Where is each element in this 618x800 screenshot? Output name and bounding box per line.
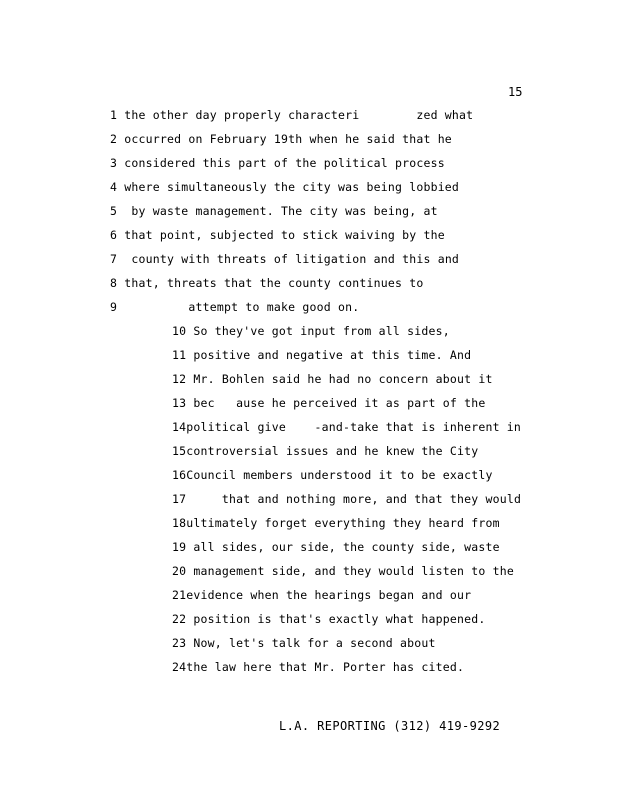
transcript-line-6 bbox=[110, 228, 445, 242]
line-text: bec ause he perceived it as part of the bbox=[193, 396, 486, 410]
line-number: 20 bbox=[172, 564, 187, 578]
transcript-line-24 bbox=[172, 660, 464, 674]
line-text: management side, and they would listen to the bbox=[193, 564, 514, 578]
transcript-line-2 bbox=[110, 132, 452, 146]
line-text: Mr. Bohlen said he had no concern about it bbox=[193, 372, 493, 386]
line-text: where simultaneously the city was being lobbied bbox=[124, 180, 460, 194]
transcript-line-15 bbox=[172, 444, 478, 458]
line-number: 17 bbox=[172, 492, 187, 506]
line-number: 7 bbox=[110, 252, 118, 266]
line-number: 18 bbox=[172, 516, 187, 530]
transcript-line-12 bbox=[172, 372, 493, 386]
reporter-footer: L.A. REPORTING (312) 419-9292 bbox=[279, 719, 501, 733]
line-number: 19 bbox=[172, 540, 187, 554]
line-number: 13 bbox=[172, 396, 187, 410]
line-text: ultimately forget everything they heard from bbox=[186, 516, 500, 530]
line-text: considered this part of the political process bbox=[124, 156, 445, 170]
line-text: positive and negative at this time. And bbox=[193, 348, 472, 362]
line-text: Now, let's talk for a second about bbox=[193, 636, 436, 650]
transcript-line-23 bbox=[172, 636, 436, 650]
line-text: political give -and-take that is inherent in bbox=[186, 420, 522, 434]
transcript-line-10 bbox=[172, 324, 450, 338]
line-number: 16 bbox=[172, 468, 187, 482]
line-number: 2 bbox=[110, 132, 118, 146]
line-number: 12 bbox=[172, 372, 187, 386]
line-number: 6 bbox=[110, 228, 118, 242]
page-number: 15 bbox=[508, 85, 523, 99]
transcript-line-21 bbox=[172, 588, 471, 602]
transcript-line-11 bbox=[172, 348, 471, 362]
line-text: controversial issues and he knew the City bbox=[186, 444, 479, 458]
line-text: that point, subjected to stick waiving by the bbox=[124, 228, 445, 242]
transcript-line-4 bbox=[110, 180, 459, 194]
line-text: position is that's exactly what happened. bbox=[193, 612, 486, 626]
transcript-line-8 bbox=[110, 276, 423, 290]
line-number: 5 bbox=[110, 204, 118, 218]
line-number: 9 bbox=[110, 300, 118, 314]
line-number: 23 bbox=[172, 636, 187, 650]
line-text: that and nothing more, and that they would bbox=[221, 492, 522, 506]
transcript-line-17 bbox=[172, 492, 521, 506]
line-number: 11 bbox=[172, 348, 187, 362]
transcript-line-18 bbox=[172, 516, 500, 530]
transcript-line-9 bbox=[110, 300, 359, 314]
transcript-line-5 bbox=[110, 204, 438, 218]
transcript-line-14 bbox=[172, 420, 521, 434]
line-text: that, threats that the county continues to bbox=[124, 276, 424, 290]
transcript-line-20 bbox=[172, 564, 514, 578]
line-text: all sides, our side, the county side, waste bbox=[193, 540, 500, 554]
transcript-line-16 bbox=[172, 468, 493, 482]
transcript-line-19 bbox=[172, 540, 500, 554]
line-text: occurred on February 19th when he said that he bbox=[124, 132, 452, 146]
line-text: So they've got input from all sides, bbox=[193, 324, 450, 338]
line-text: Council members understood it to be exactly bbox=[186, 468, 493, 482]
line-text: by waste management. The city was being, at bbox=[131, 204, 438, 218]
line-number: 24 bbox=[172, 660, 187, 674]
line-number: 21 bbox=[172, 588, 187, 602]
line-number: 3 bbox=[110, 156, 118, 170]
transcript-line-13 bbox=[172, 396, 485, 410]
transcript-line-1 bbox=[110, 108, 473, 122]
line-text: the other day properly characteri zed what bbox=[124, 108, 474, 122]
line-text: evidence when the hearings began and our bbox=[186, 588, 472, 602]
line-number: 1 bbox=[110, 108, 118, 122]
line-number: 15 bbox=[172, 444, 187, 458]
line-number: 22 bbox=[172, 612, 187, 626]
transcript-line-22 bbox=[172, 612, 485, 626]
transcript-line-3 bbox=[110, 156, 445, 170]
line-number: 14 bbox=[172, 420, 187, 434]
line-number: 10 bbox=[172, 324, 187, 338]
transcript-line-7 bbox=[110, 252, 459, 266]
line-text: the law here that Mr. Porter has cited. bbox=[186, 660, 465, 674]
line-number: 4 bbox=[110, 180, 118, 194]
line-text: county with threats of litigation and this and bbox=[131, 252, 460, 266]
line-number: 8 bbox=[110, 276, 118, 290]
line-text: attempt to make good on. bbox=[188, 300, 360, 314]
